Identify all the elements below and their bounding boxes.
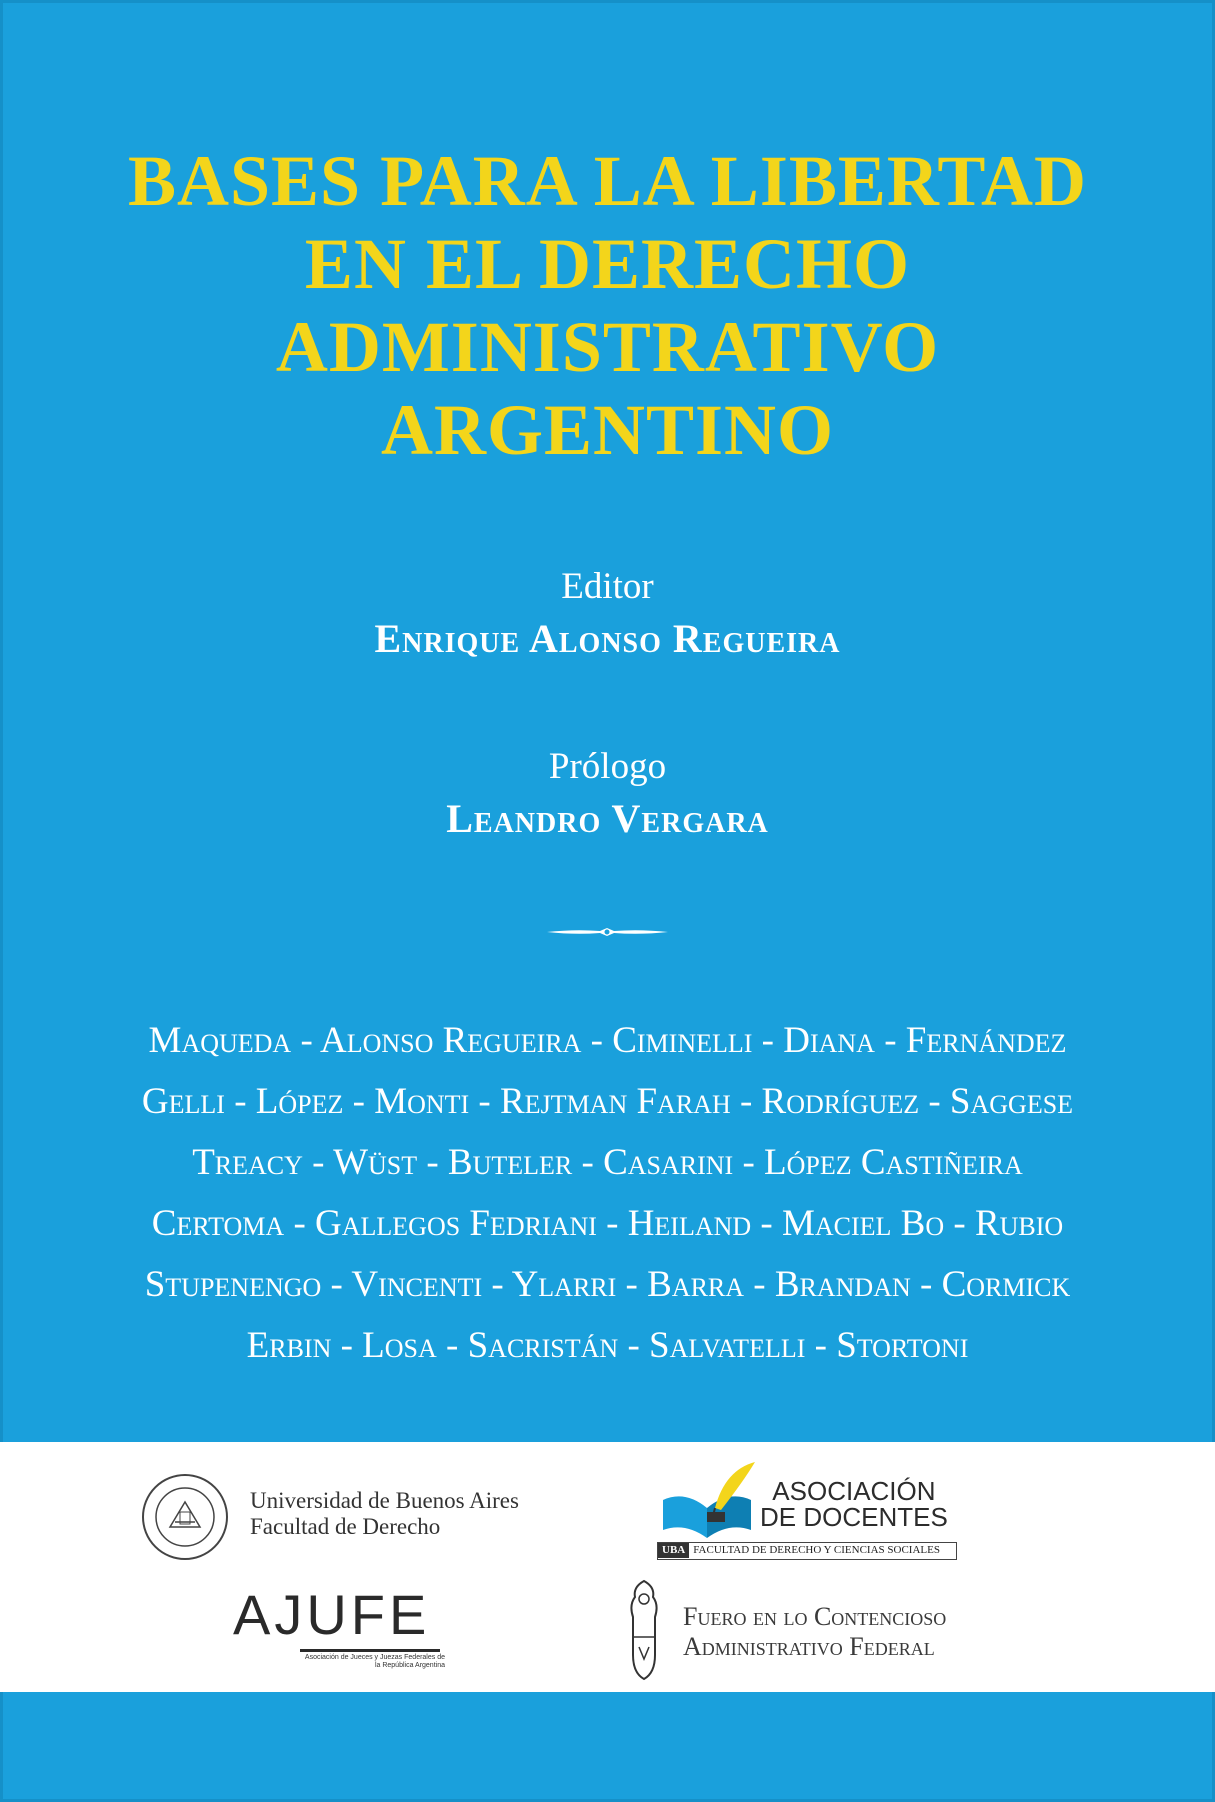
title-line-4: ARGENTINO xyxy=(380,390,835,470)
docentes-bar-text: FACULTAD DE DERECHO Y CIENCIAS SOCIALES xyxy=(693,1544,940,1556)
title-line-3: ADMINISTRATIVO xyxy=(275,307,940,387)
authors-line-2: Gelli - López - Monti - Rejtman Farah - Rodríguez - Saggese xyxy=(141,1081,1074,1122)
authors-list xyxy=(40,1010,1175,1376)
docentes-subtitle-bar xyxy=(657,1542,957,1560)
fuero-line-2: Administrativo Federal xyxy=(683,1632,935,1661)
docentes-line-1: ASOCIACIÓN xyxy=(772,1476,936,1506)
fuero-logo-text xyxy=(683,1602,946,1662)
fuero-line-1: Fuero en lo Contencioso xyxy=(683,1602,947,1631)
title-line-1: BASES PARA LA LIBERTAD xyxy=(127,141,1088,221)
uba-line-2: Facultad de Derecho xyxy=(250,1514,441,1539)
prologue-name: Leandro Vergara xyxy=(446,796,769,841)
ajufe-logo: AJUFE xyxy=(233,1583,431,1646)
authors-line-6: Erbin - Losa - Sacristán - Salvatelli - Stortoni xyxy=(246,1325,969,1366)
editor-label: Editor xyxy=(561,566,654,607)
authors-line-5: Stupenengo - Vincenti - Ylarri - Barra - Brandan - Cormick xyxy=(144,1264,1071,1305)
authors-line-1: Maqueda - Alonso Regueira - Ciminelli - Diana - Fernández xyxy=(148,1020,1067,1061)
docentes-line-2: DE DOCENTES xyxy=(760,1502,948,1532)
authors-line-4: Certoma - Gallegos Fedriani - Heiland - Maciel Bo - Rubio xyxy=(151,1203,1064,1244)
authors-line-3: Treacy - Wüst - Buteler - Casarini - López Castiñeira xyxy=(192,1142,1023,1183)
university-seal-icon xyxy=(140,1472,230,1562)
prologue-label: Prólogo xyxy=(548,746,667,787)
national-shield-icon xyxy=(625,1577,663,1683)
uba-logo-text xyxy=(250,1488,519,1540)
ajufe-underline xyxy=(300,1649,440,1652)
book-title xyxy=(60,140,1155,472)
title-line-2: EN EL DERECHO xyxy=(304,224,911,304)
docentes-logo-text xyxy=(760,1478,948,1530)
docentes-bar-tag: UBA xyxy=(658,1543,689,1558)
uba-line-1: Universidad de Buenos Aires xyxy=(250,1488,519,1513)
editor-name: Enrique Alonso Regueira xyxy=(374,616,841,661)
sponsor-logos-band xyxy=(0,1442,1215,1692)
book-quill-icon xyxy=(655,1460,765,1545)
ajufe-subtitle: Asociación de Jueces y Juezas Federales de la República Argentina xyxy=(304,1654,445,1669)
flourish-divider-icon xyxy=(545,920,670,944)
